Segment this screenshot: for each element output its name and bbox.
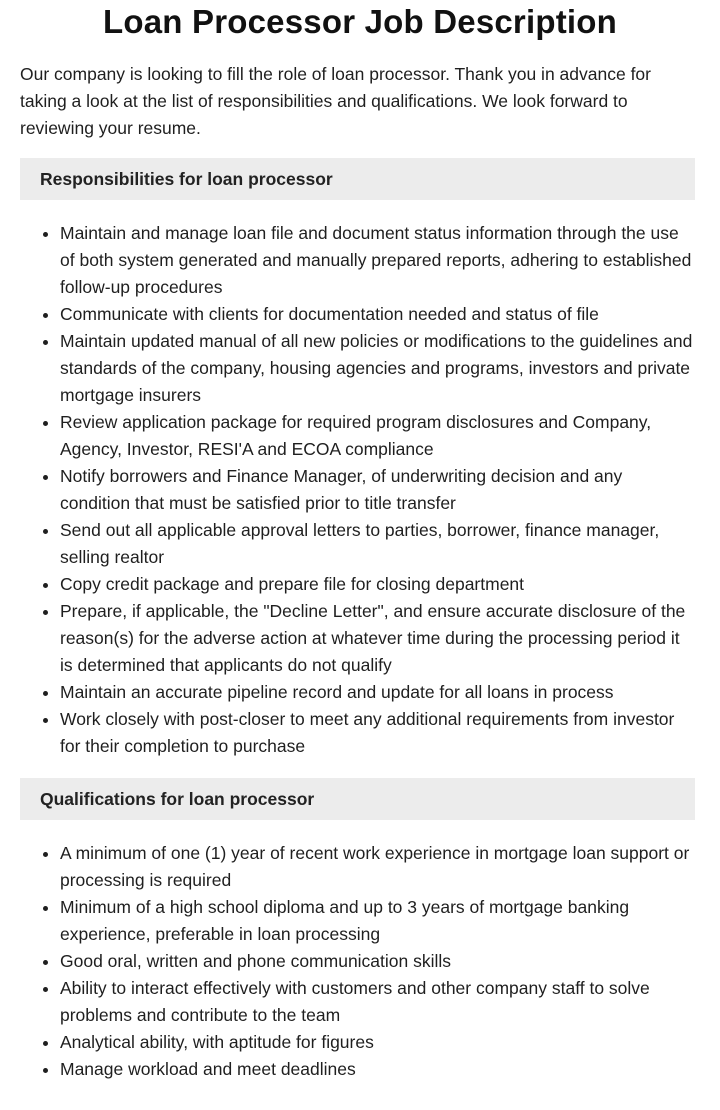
qualification-item: • Good oral, written and phone communication skills <box>60 948 695 975</box>
responsibility-item: • Maintain updated manual of all new policies or modifications to the guidelines and standards of the company, housing agencies and programs, investors and private mortgage insurers <box>60 328 695 409</box>
responsibility-item: • Prepare, if applicable, the "Decline Letter", and ensure accurate disclosure of the reason(s) for the adverse action at whatever time during the processing period it is determined that applicants do not qualify <box>60 598 695 679</box>
qualifications-heading: Qualifications for loan processor <box>20 778 695 820</box>
responsibility-item: • Copy credit package and prepare file for closing department <box>60 571 695 598</box>
responsibility-item: • Send out all applicable approval letters to parties, borrower, finance manager, selling realtor <box>60 517 695 571</box>
responsibilities-list <box>20 220 695 760</box>
responsibility-item: • Communicate with clients for documentation needed and status of file <box>60 301 695 328</box>
responsibility-item: • Maintain an accurate pipeline record and update for all loans in process <box>60 679 695 706</box>
intro-paragraph: Our company is looking to fill the role of loan processor. Thank you in advance for taking a look at the list of responsibilities and qualifications. We look forward to reviewing your resume. <box>20 64 651 138</box>
page-title: Loan Processor Job Description <box>103 3 617 40</box>
responsibility-item: • Review application package for required program disclosures and Company, Agency, Investor, RESI'A and ECOA compliance <box>60 409 695 463</box>
qualification-item: • Manage workload and meet deadlines <box>60 1056 695 1083</box>
responsibility-item: • Work closely with post-closer to meet any additional requirements from investor for their completion to purchase <box>60 706 695 760</box>
responsibilities-heading: Responsibilities for loan processor <box>20 158 695 200</box>
qualification-item: • Ability to interact effectively with customers and other company staff to solve problems and contribute to the team <box>60 975 695 1029</box>
qualifications-list <box>20 840 695 1083</box>
responsibility-item: • Maintain and manage loan file and document status information through the use of both system generated and manually prepared reports, adhering to established follow-up procedures <box>60 220 695 301</box>
qualification-item: • Minimum of a high school diploma and up to 3 years of mortgage banking experience, preferable in loan processing <box>60 894 695 948</box>
qualification-item: • A minimum of one (1) year of recent work experience in mortgage loan support or processing is required <box>60 840 695 894</box>
responsibility-item: • Notify borrowers and Finance Manager, of underwriting decision and any condition that must be satisfied prior to title transfer <box>60 463 695 517</box>
qualification-item: • Analytical ability, with aptitude for figures <box>60 1029 695 1056</box>
